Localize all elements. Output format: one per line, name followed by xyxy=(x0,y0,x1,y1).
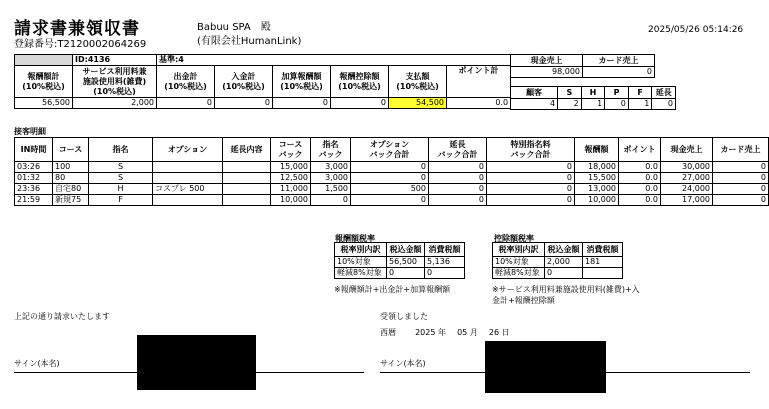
tax1-cell: 56,500 xyxy=(387,257,425,268)
table-cell: 01:32 xyxy=(15,173,53,184)
table-cell: 0 xyxy=(713,162,769,173)
summary-value: 0 xyxy=(273,98,331,109)
table-cell: 10,000 xyxy=(575,195,619,206)
tax2-label: 控除額税率 xyxy=(494,234,534,243)
table-cell xyxy=(153,195,223,206)
receipt-date xyxy=(380,327,510,338)
table-cell: 0 xyxy=(487,162,575,173)
count-value: 0 xyxy=(652,99,676,110)
summary-header: 出金計 (10%税込) xyxy=(157,66,215,98)
detail-header: 延長 バック合計 xyxy=(429,138,487,162)
detail-header: オプション xyxy=(153,138,223,162)
detail-header: コース バック xyxy=(271,138,311,162)
table-cell: 21:59 xyxy=(15,195,53,206)
tax2-cell: 10%対象 xyxy=(493,257,545,268)
table-cell: 13,000 xyxy=(575,184,619,195)
tax2-header: 税込金額 xyxy=(545,243,583,257)
table-cell: 0 xyxy=(429,195,487,206)
tax1-cell: 5,136 xyxy=(425,257,465,268)
tax2-table xyxy=(492,242,623,279)
billing-statement: 上記の通り請求いたします xyxy=(14,312,110,321)
tax2-header: 消費税額 xyxy=(583,243,623,257)
table-cell: 0.0 xyxy=(619,162,661,173)
table-cell xyxy=(153,173,223,184)
table-cell: 12,500 xyxy=(271,173,311,184)
summary-value: 2,000 xyxy=(73,98,157,109)
table-cell: 30,000 xyxy=(661,162,713,173)
tax1-header: 税率別内訳 xyxy=(335,243,387,257)
detail-header: カード売上 xyxy=(713,138,769,162)
summary-header: 入金計 (10%税込) xyxy=(215,66,273,98)
table-cell: 自宅80 xyxy=(53,184,89,195)
tax1-cell: 10%対象 xyxy=(335,257,387,268)
count-header: 延長 xyxy=(652,87,676,99)
left-signature-line xyxy=(14,372,364,373)
table-cell: 0.0 xyxy=(619,173,661,184)
table-cell xyxy=(153,162,223,173)
summary-table xyxy=(14,54,511,109)
era-label: 西暦 xyxy=(380,328,396,337)
table-cell: 0 xyxy=(351,162,429,173)
table-cell: 0 xyxy=(429,184,487,195)
customer-count-label: 顧客 xyxy=(511,87,558,99)
tax1-label: 報酬額税率 xyxy=(335,234,375,243)
table-cell: 0 xyxy=(713,184,769,195)
count-header: H xyxy=(581,87,605,99)
table-cell: 0 xyxy=(487,195,575,206)
detail-table xyxy=(14,137,769,206)
detail-header: 指名 xyxy=(89,138,153,162)
table-cell: 17,000 xyxy=(661,195,713,206)
month-unit: 月 xyxy=(469,328,478,337)
count-header: F xyxy=(628,87,652,99)
customer-count-table xyxy=(510,86,676,110)
summary-value: 0 xyxy=(331,98,389,109)
document-title: 請求書兼領収書 xyxy=(14,19,140,39)
payment-amount: 54,500 xyxy=(389,98,447,109)
tax1-cell: 0 xyxy=(425,268,465,279)
right-signature-redaction xyxy=(485,341,606,393)
customer-company: (有限会社HumanLink) xyxy=(197,36,302,47)
table-cell: 3,000 xyxy=(311,173,351,184)
day-unit: 日 xyxy=(501,328,510,337)
tax1-table xyxy=(334,242,465,279)
detail-header: 特別指名料 バック合計 xyxy=(487,138,575,162)
tax1-header: 消費税額 xyxy=(425,243,465,257)
table-cell: 80 xyxy=(53,173,89,184)
table-cell: S xyxy=(89,173,153,184)
count-value: 0 xyxy=(605,99,629,110)
day-value: 26 xyxy=(488,328,500,337)
table-cell: 0 xyxy=(713,173,769,184)
table-cell: 24,000 xyxy=(661,184,713,195)
detail-header: IN時間 xyxy=(15,138,53,162)
table-cell xyxy=(223,184,271,195)
count-value: 1 xyxy=(581,99,605,110)
table-row xyxy=(15,173,769,184)
issue-datetime: 2025/05/26 05:14:26 xyxy=(648,25,744,35)
table-cell xyxy=(223,195,271,206)
table-cell: 3,000 xyxy=(311,162,351,173)
base-label: 基準:4 xyxy=(157,55,511,66)
count-value: 2 xyxy=(558,99,582,110)
table-cell: H xyxy=(89,184,153,195)
table-cell: 03:26 xyxy=(15,162,53,173)
table-cell: 27,000 xyxy=(661,173,713,184)
tax1-cell: 軽減8%対象 xyxy=(335,268,387,279)
table-cell: 0 xyxy=(351,195,429,206)
table-cell: 18,000 xyxy=(575,162,619,173)
redacted-name xyxy=(15,55,73,66)
table-cell: 0 xyxy=(713,195,769,206)
table-cell: F xyxy=(89,195,153,206)
table-cell: 0 xyxy=(351,173,429,184)
summary-header: サービス利用料兼 施設使用料(雑費) (10%税込) xyxy=(73,66,157,98)
cash-sales-label: 現金売上 xyxy=(511,55,583,67)
table-cell: 0 xyxy=(429,173,487,184)
count-header: P xyxy=(605,87,629,99)
year-value: 2025 xyxy=(415,328,436,337)
summary-value: 0 xyxy=(157,98,215,109)
left-signature-label: サイン(本名) xyxy=(14,359,60,368)
table-cell: S xyxy=(89,162,153,173)
table-cell: 0 xyxy=(487,184,575,195)
summary-header: 加算報酬額 (10%税込) xyxy=(273,66,331,98)
count-value: 1 xyxy=(628,99,652,110)
tax2-cell xyxy=(583,268,623,279)
summary-value: 0 xyxy=(215,98,273,109)
detail-header: オプション バック合計 xyxy=(351,138,429,162)
summary-header: 報酬額計 (10%税込) xyxy=(15,66,73,98)
tax2-cell: 軽減8%対象 xyxy=(493,268,545,279)
table-cell: 500 xyxy=(351,184,429,195)
table-cell: 0 xyxy=(311,195,351,206)
detail-header: 報酬額 xyxy=(575,138,619,162)
tax1-cell: 0 xyxy=(387,268,425,279)
table-cell: 0 xyxy=(487,173,575,184)
detail-header: 指名 バック xyxy=(311,138,351,162)
card-sales-label: カード売上 xyxy=(583,55,655,67)
tax1-header: 税込金額 xyxy=(387,243,425,257)
tax2-cell: 2,000 xyxy=(545,257,583,268)
count-total: 4 xyxy=(511,99,558,110)
table-cell: 0.0 xyxy=(619,184,661,195)
table-cell: 15,000 xyxy=(271,162,311,173)
table-cell: 100 xyxy=(53,162,89,173)
table-row xyxy=(15,195,769,206)
tax1-note: ※報酬額計+出金計+加算報酬額 xyxy=(334,285,451,294)
table-cell: 0 xyxy=(429,162,487,173)
cash-sales-value: 98,000 xyxy=(511,67,583,78)
table-cell: 23:36 xyxy=(15,184,53,195)
id-label: ID:4136 xyxy=(73,55,157,66)
table-row xyxy=(15,184,769,195)
tax2-header: 税率別内訳 xyxy=(493,243,545,257)
month-value: 05 xyxy=(457,328,468,337)
table-cell: 0.0 xyxy=(619,195,661,206)
table-cell xyxy=(223,162,271,173)
summary-header: ポイント計 xyxy=(447,66,511,98)
count-header: S xyxy=(558,87,582,99)
detail-header: ポイント xyxy=(619,138,661,162)
tax2-note: ※サービス利用料兼施設使用料(雑費)+入 xyxy=(492,285,640,294)
table-cell: 新規75 xyxy=(53,195,89,206)
tax2-cell: 181 xyxy=(583,257,623,268)
summary-header: 支払額 (10%税込) xyxy=(389,66,447,98)
summary-header: 報酬控除額 (10%税込) xyxy=(331,66,389,98)
table-cell: 10,000 xyxy=(271,195,311,206)
right-signature-label: サイン(本名) xyxy=(380,359,426,368)
table-cell: コスプレ 500 xyxy=(153,184,223,195)
tax2-note: 金計+報酬控除額 xyxy=(492,296,555,305)
table-cell: 11,000 xyxy=(271,184,311,195)
registration-number: 登録番号:T2120002064269 xyxy=(14,39,147,50)
detail-section-label: 接客明細 xyxy=(14,127,46,136)
summary-value: 56,500 xyxy=(15,98,73,109)
year-unit: 年 xyxy=(438,328,446,337)
sales-table xyxy=(510,54,655,78)
summary-value: 0.0 xyxy=(447,98,511,109)
detail-header: 現金売上 xyxy=(661,138,713,162)
tax2-cell: 0 xyxy=(545,268,583,279)
table-cell: 1,500 xyxy=(311,184,351,195)
table-row xyxy=(15,162,769,173)
receipt-statement: 受領しました xyxy=(380,312,428,321)
card-sales-value: 0 xyxy=(583,67,655,78)
detail-header: コース xyxy=(53,138,89,162)
right-signature-line xyxy=(380,372,750,373)
left-signature-redaction xyxy=(137,335,256,390)
detail-header: 延長内容 xyxy=(223,138,271,162)
table-cell xyxy=(223,173,271,184)
table-cell: 15,500 xyxy=(575,173,619,184)
customer-name: Babuu SPA 殿 xyxy=(197,22,271,33)
